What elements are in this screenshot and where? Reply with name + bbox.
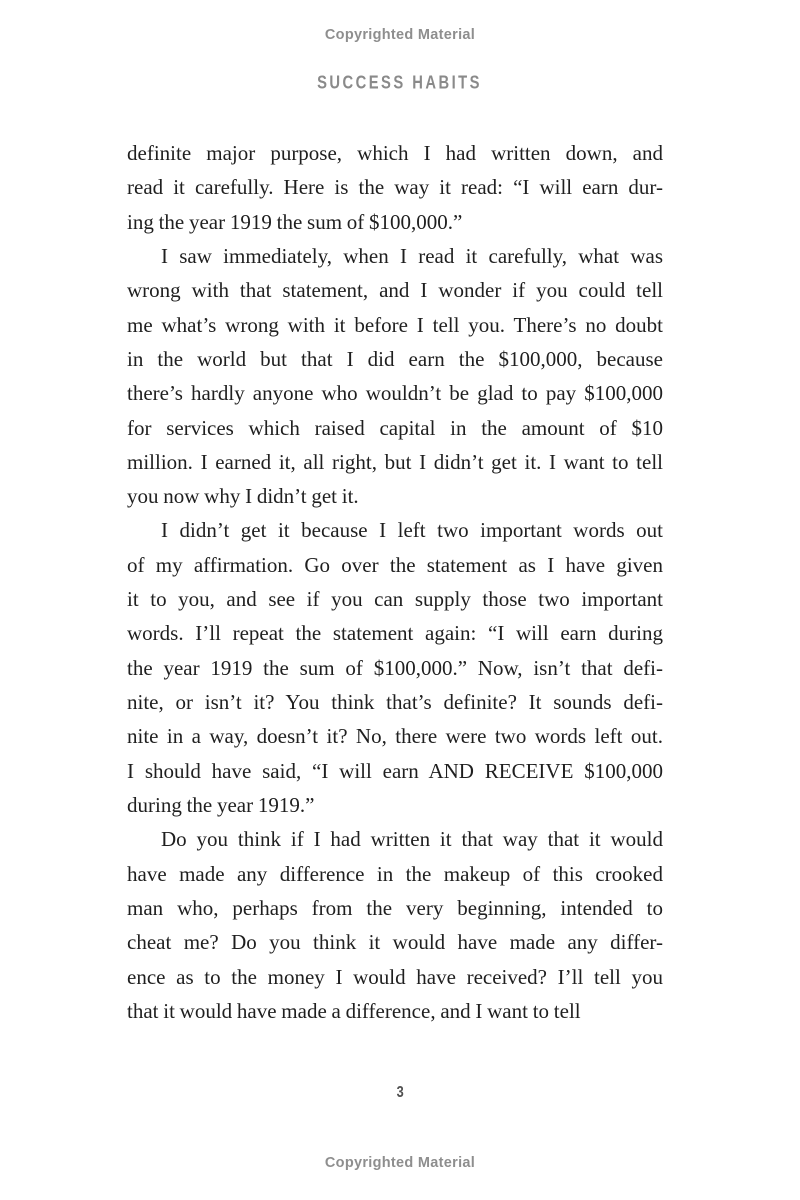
body-line: I saw immediately, when I read it carefully, what was	[161, 243, 663, 268]
body-line: for services which raised capital in the amount of $10	[127, 415, 663, 440]
page-number-text: 3	[396, 1083, 404, 1102]
bottom-copyright-notice: Copyrighted Material	[324, 1155, 476, 1171]
body-line: during the year 1919.”	[127, 792, 315, 817]
body-line: nite, or isn’t it? You think that’s definite? It sounds defi-	[127, 690, 663, 714]
body-line: that it would have made a difference, and I want to tell	[127, 998, 581, 1023]
paragraph	[127, 136, 663, 239]
top-copyright-notice: Copyrighted Material	[324, 27, 476, 43]
body-line: words. I’ll repeat the statement again: “I will earn during	[127, 621, 663, 646]
body-line: cheat me? Do you think it would have made any differ-	[127, 930, 663, 955]
body-line: definite major purpose, which I had written down, and	[127, 141, 663, 165]
page-body-text	[127, 136, 663, 1028]
book-title-text: SUCCESS HABITS	[317, 71, 483, 93]
body-line: I should have said, “I will earn AND RECEIVE $100,000	[127, 758, 663, 783]
body-line: wrong with that statement, and I wonder if you could tell	[127, 278, 663, 303]
body-line: of my affirmation. Go over the statement as I have given	[127, 552, 663, 577]
body-line: ing the year 1919 the sum of $100,000.”	[127, 209, 463, 234]
body-line: it to you, and see if you can supply those two important	[127, 587, 663, 612]
body-line: in the world but that I did earn the $100,000, because	[127, 346, 663, 371]
body-line: ence as to the money I would have received? I’ll tell you	[127, 964, 663, 989]
paragraph	[127, 513, 663, 822]
body-line: man who, perhaps from the very beginning, intended to	[127, 895, 663, 920]
body-line: there’s hardly anyone who wouldn’t be glad to pay $100,000	[127, 381, 663, 406]
body-line: million. I earned it, all right, but I didn’t get it. I want to tell	[127, 449, 663, 474]
body-line: the year 1919 the sum of $100,000.” Now, isn’t that defi-	[127, 655, 663, 680]
body-line: you now why I didn’t get it.	[127, 484, 359, 509]
paragraph	[127, 239, 663, 514]
body-line: I didn’t get it because I left two important words out	[161, 518, 663, 543]
running-head	[0, 72, 800, 93]
body-line: have made any difference in the makeup of this crooked	[127, 861, 663, 886]
body-line: Do you think if I had written it that way that it would	[161, 827, 663, 852]
body-line: read it carefully. Here is the way it read: “I will earn dur-	[127, 175, 663, 200]
body-line: me what’s wrong with it before I tell you. There’s no doubt	[127, 312, 663, 337]
page-number	[0, 1084, 800, 1102]
paragraph	[127, 822, 663, 1028]
body-line: nite in a way, doesn’t it? No, there were two words left out.	[127, 724, 663, 749]
